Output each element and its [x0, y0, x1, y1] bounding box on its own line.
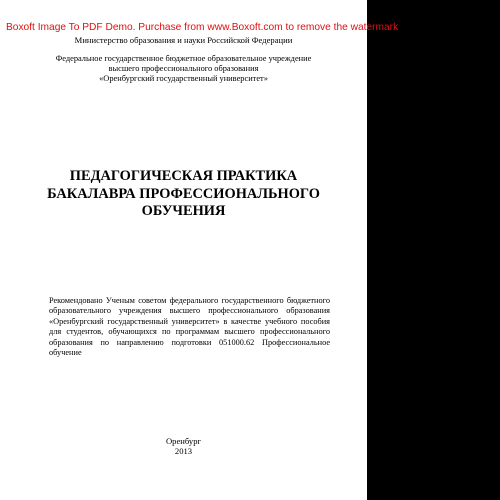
watermark-text: Boxoft Image To PDF Demo. Purchase from www.Boxoft.com to remove the watermark: [6, 22, 399, 33]
document-title: [0, 168, 367, 221]
title-line: БАКАЛАВРА ПРОФЕССИОНАЛЬНОГО: [47, 185, 320, 202]
recommendation-line: Рекомендовано Ученым советом федерального государственного бюджетного: [49, 296, 330, 305]
publication-city: Оренбург: [165, 436, 202, 446]
institution-line: «Оренбургский государственный университет»: [99, 74, 268, 84]
recommendation-line: «Оренбургский государственный университет» в качестве учебного пособия: [49, 316, 330, 326]
title-line: ОБУЧЕНИЯ: [141, 203, 226, 219]
recommendation-line: обучение: [49, 348, 82, 358]
institution-line: высшего профессионального образования: [108, 64, 259, 74]
title-line: ПЕДАГОГИЧЕСКАЯ ПРАКТИКА: [69, 168, 298, 184]
recommendation-line: образования по направлению подготовки 051000.62 Профессиональное: [49, 337, 330, 347]
institution-line: Федеральное государственное бюджетное образовательное учреждение: [55, 54, 312, 63]
ministry-name: Министерство образования и науки Российской Федерации: [74, 35, 293, 45]
side-black-band: [367, 0, 500, 500]
institution-block: [0, 54, 367, 85]
recommendation-line: образовательного учреждения высшего профессионального образования: [49, 306, 330, 316]
publication-footer: [0, 436, 367, 457]
recommendation-paragraph: [49, 296, 330, 358]
publication-year: 2013: [174, 446, 193, 457]
recommendation-line: для студентов, обучающихся по программам высшего профессионального: [49, 327, 330, 337]
